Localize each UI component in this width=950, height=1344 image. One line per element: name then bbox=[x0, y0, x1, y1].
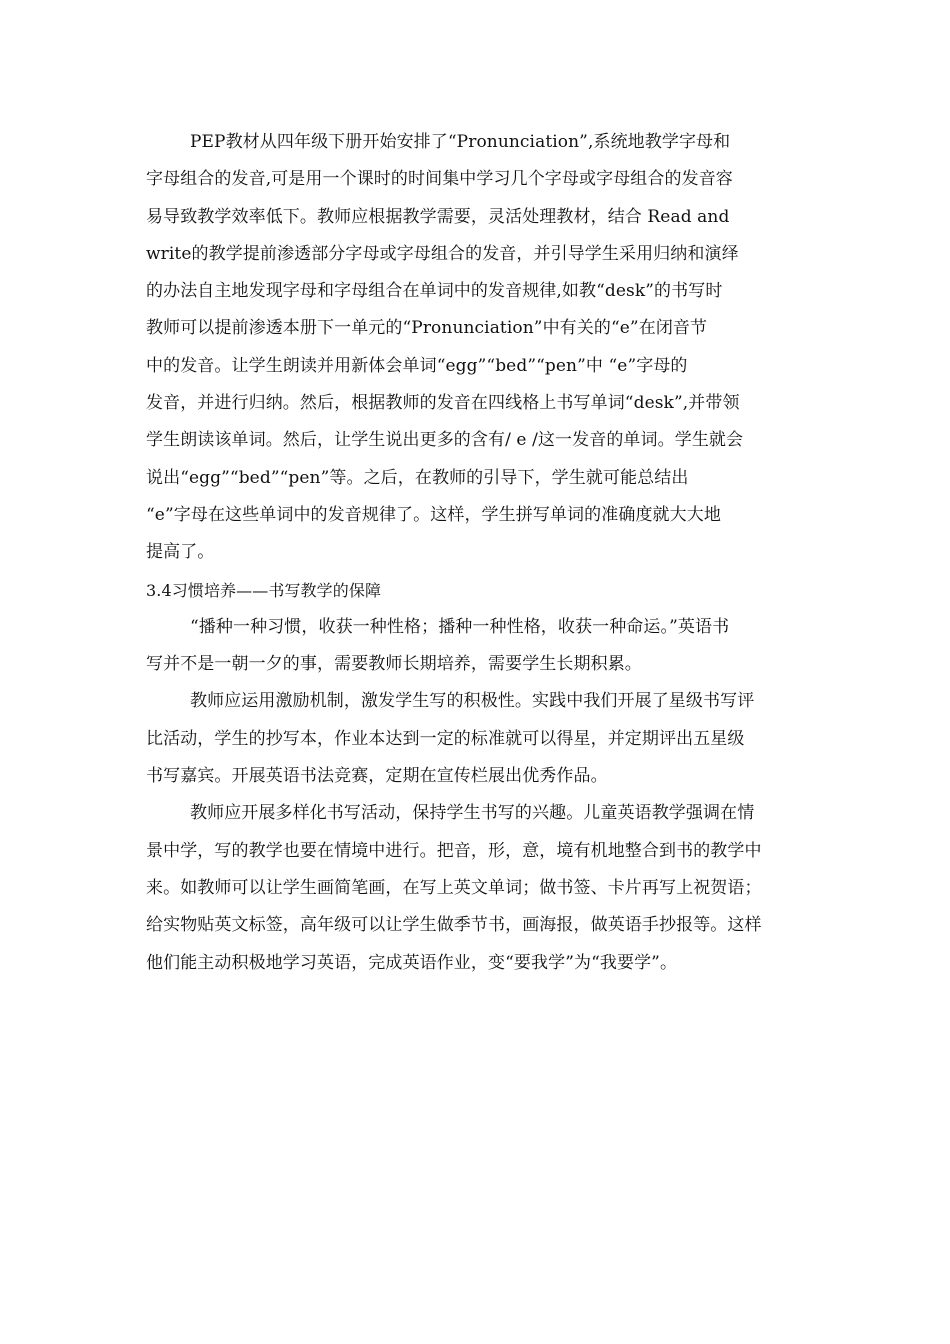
paragraph-habit-line-2: 写并不是一朝一夕的事，需要教师长期培养，需要学生长期积累。 bbox=[146, 654, 642, 675]
paragraph-motivation-line-2: 比活动，学生的抄写本，作业本达到一定的标准就可以得星，并定期评出五星级 bbox=[146, 728, 745, 749]
paragraph-activities-line-1: 教师应开展多样化书写活动，保持学生书写的兴趣。儿童英语教学强调在情 bbox=[190, 803, 755, 824]
paragraph-pronunciation-line-8: 发音，并进行归纳。然后，根据教师的发音在四线格上书写单词“desk”,并带领 bbox=[146, 393, 740, 414]
paragraph-activities-line-2: 景中学，写的教学也要在情境中进行。把音，形，意，境有机地整合到书的教学中 bbox=[146, 840, 762, 861]
paragraph-pronunciation-line-10: 说出“egg”“bed”“pen”等。之后，在教师的引导下，学生就可能总结出 bbox=[146, 467, 689, 488]
paragraph-pronunciation-line-3: 易导致教学效率低下。教师应根据教学需要，灵活处理教材，结合 Read and bbox=[146, 206, 730, 227]
paragraph-pronunciation-line-1: PEP教材从四年级下册开始安排了“Pronunciation”,系统地教学字母和 bbox=[190, 132, 731, 152]
paragraph-pronunciation-line-2: 字母组合的发音,可是用一个课时的时间集中学习几个字母或字母组合的发音容 bbox=[146, 169, 733, 190]
paragraph-pronunciation-line-7: 中的发音。让学生朗读并用新体会单词“egg”“bed”“pen”中 “e”字母的 bbox=[146, 355, 688, 376]
paragraph-pronunciation-line-11: “e”字母在这些单词中的发音规律了。这样，学生拼写单词的准确度就大大地 bbox=[146, 504, 721, 525]
paragraph-habit-line-1: “播种一种习惯，收获一种性格；播种一种性格，收获一种命运。”英语书 bbox=[190, 616, 730, 637]
paragraph-pronunciation-line-12: 提高了。 bbox=[146, 542, 215, 563]
paragraph-pronunciation-line-6: 教师可以提前渗透本册下一单元的“Pronunciation”中有关的“e”在闭音节 bbox=[146, 318, 708, 339]
paragraph-pronunciation-line-4: write的教学提前渗透部分字母或字母组合的发音，并引导学生采用归纳和演绎 bbox=[146, 243, 739, 264]
paragraph-activities-line-4: 给实物贴英文标签，高年级可以让学生做季节书，画海报，做英语手抄报等。这样 bbox=[146, 915, 762, 936]
paragraph-motivation-line-3: 书写嘉宾。开展英语书法竞赛，定期在宣传栏展出优秀作品。 bbox=[146, 766, 608, 787]
paragraph-activities-line-3: 来。如教师可以让学生画简笔画，在写上英文单词；做书签、卡片再写上祝贺语； bbox=[146, 877, 762, 898]
paragraph-activities-line-5: 他们能主动积极地学习英语，完成英语作业，变“要我学”为“我要学”。 bbox=[146, 952, 678, 973]
paragraph-pronunciation-line-5: 的办法自主地发现字母和字母组合在单词中的发音规律,如教“desk”的书写时 bbox=[146, 281, 723, 302]
paragraph-motivation-line-1: 教师应运用激励机制，激发学生写的积极性。实践中我们开展了星级书写评 bbox=[190, 691, 755, 712]
paragraph-pronunciation-line-9: 学生朗读该单词。然后，让学生说出更多的含有/ e /这一发音的单词。学生就会 bbox=[146, 430, 744, 451]
document-body bbox=[146, 124, 808, 982]
section-heading: 3.4习惯培养——书写教学的保障 bbox=[146, 580, 382, 600]
